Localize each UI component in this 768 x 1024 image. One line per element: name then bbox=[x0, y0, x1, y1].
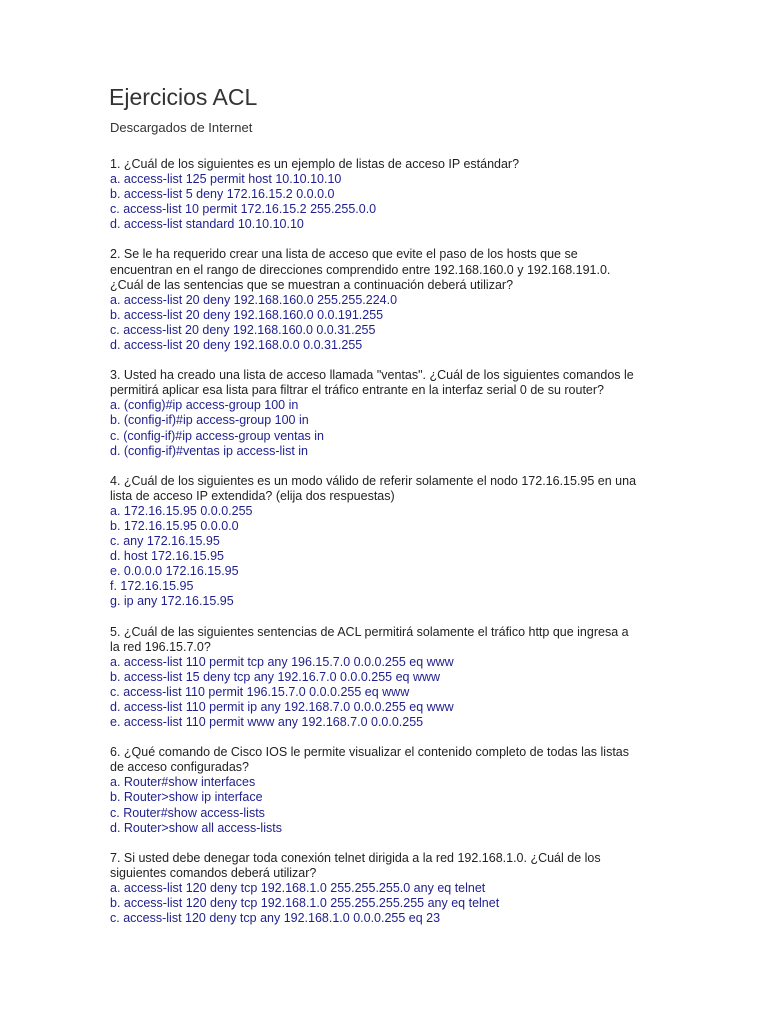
question-text: 7. Si usted debe denegar toda conexión telnet dirigida a la red 192.168.1.0. ¿Cuál de los bbox=[110, 850, 601, 865]
answer-option: b. 172.16.15.95 0.0.0.0 bbox=[110, 518, 239, 533]
question-text: la red 196.15.7.0? bbox=[110, 639, 211, 654]
question-text: 6. ¿Qué comando de Cisco IOS le permite visualizar el contenido completo de todas las listas bbox=[110, 745, 630, 760]
question-text: 3. Usted ha creado una lista de acceso llamada "ventas". ¿Cuál de los siguientes comandos le bbox=[110, 368, 634, 383]
answer-option: b. access-list 5 deny 172.16.15.2 0.0.0.0 bbox=[110, 187, 335, 202]
answer-option: d. host 172.16.15.95 bbox=[110, 549, 224, 564]
answer-option: a. access-list 120 deny tcp 192.168.1.0 255.255.255.0 any eq telnet bbox=[110, 880, 486, 895]
question-text: ¿Cuál de las sentencias que se muestran a continuación deberá utilizar? bbox=[110, 277, 514, 292]
answer-option: e. 0.0.0.0 172.16.15.95 bbox=[110, 564, 239, 579]
answer-option: c. access-list 10 permit 172.16.15.2 255.255.0.0 bbox=[110, 202, 377, 217]
question-text: 4. ¿Cuál de los siguientes es un modo válido de referir solamente el nodo 172.16.15.95 en una bbox=[110, 473, 637, 488]
answer-option: g. ip any 172.16.15.95 bbox=[110, 594, 234, 609]
answer-option: c. access-list 20 deny 192.168.160.0 0.0.31.255 bbox=[110, 322, 376, 337]
question-text: siguientes comandos deberá utilizar? bbox=[110, 865, 317, 880]
answer-option: b. access-list 20 deny 192.168.160.0 0.0.191.255 bbox=[110, 307, 384, 322]
answer-option: b. access-list 15 deny tcp any 192.16.7.0 0.0.0.255 eq www bbox=[110, 669, 441, 684]
answer-option: b. Router>show ip interface bbox=[110, 790, 263, 805]
answer-option: d. (config-if)#ventas ip access-list in bbox=[110, 443, 308, 458]
question-text: 2. Se le ha requerido crear una lista de acceso que evite el paso de los hosts que se bbox=[110, 247, 578, 262]
answer-option: c. Router#show access-lists bbox=[110, 805, 265, 820]
document-subtitle: Descargados de Internet bbox=[110, 120, 253, 135]
document-title: Ejercicios ACL bbox=[109, 84, 258, 110]
question-text: encuentran en el rango de direcciones comprendido entre 192.168.160.0 y 192.168.191.0. bbox=[110, 262, 611, 277]
answer-option: f. 172.16.15.95 bbox=[110, 579, 194, 594]
answer-option: c. access-list 110 permit 196.15.7.0 0.0.0.255 eq www bbox=[110, 684, 410, 699]
answer-option: c. any 172.16.15.95 bbox=[110, 534, 220, 549]
question-text: lista de acceso IP extendida? (elija dos respuestas) bbox=[110, 488, 395, 503]
question-3 bbox=[110, 368, 670, 459]
answer-option: d. access-list standard 10.10.10.10 bbox=[110, 217, 304, 232]
answer-option: a. access-list 20 deny 192.168.160.0 255.255.224.0 bbox=[110, 292, 398, 307]
question-5 bbox=[110, 625, 670, 731]
question-2 bbox=[110, 247, 670, 353]
answer-option: a. 172.16.15.95 0.0.0.255 bbox=[110, 503, 253, 518]
answer-option: d. access-list 110 permit ip any 192.168.7.0 0.0.0.255 eq www bbox=[110, 700, 454, 714]
question-7 bbox=[110, 851, 670, 926]
question-text: permitirá aplicar esa lista para filtrar el tráfico entrante en la interfaz serial 0 de su router? bbox=[110, 383, 604, 398]
answer-option: d. Router>show all access-lists bbox=[110, 820, 282, 835]
question-text: 5. ¿Cuál de las siguientes sentencias de ACL permitirá solamente el tráfico http que ingresa a bbox=[110, 624, 629, 639]
questions-list bbox=[110, 157, 670, 941]
question-4 bbox=[110, 474, 670, 610]
question-text: de acceso configuradas? bbox=[110, 760, 249, 775]
answer-option: b. (config-if)#ip access-group 100 in bbox=[110, 413, 309, 428]
answer-option: d. access-list 20 deny 192.168.0.0 0.0.31.255 bbox=[110, 338, 363, 353]
question-1 bbox=[110, 157, 670, 232]
question-6 bbox=[110, 745, 670, 836]
answer-option: a. Router#show interfaces bbox=[110, 775, 256, 790]
answer-option: e. access-list 110 permit www any 192.168.7.0 0.0.0.255 bbox=[110, 715, 424, 730]
answer-option: a. access-list 110 permit tcp any 196.15.7.0 0.0.0.255 eq www bbox=[110, 654, 454, 669]
answer-option: b. access-list 120 deny tcp 192.168.1.0 255.255.255.255 any eq telnet bbox=[110, 896, 500, 911]
answer-option: a. access-list 125 permit host 10.10.10.10 bbox=[110, 172, 342, 187]
answer-option: c. (config-if)#ip access-group ventas in bbox=[110, 428, 324, 443]
answer-option: a. (config)#ip access-group 100 in bbox=[110, 398, 299, 413]
answer-option: c. access-list 120 deny tcp any 192.168.1.0 0.0.0.255 eq 23 bbox=[110, 911, 441, 926]
question-text: 1. ¿Cuál de los siguientes es un ejemplo de listas de acceso IP estándar? bbox=[110, 157, 520, 171]
